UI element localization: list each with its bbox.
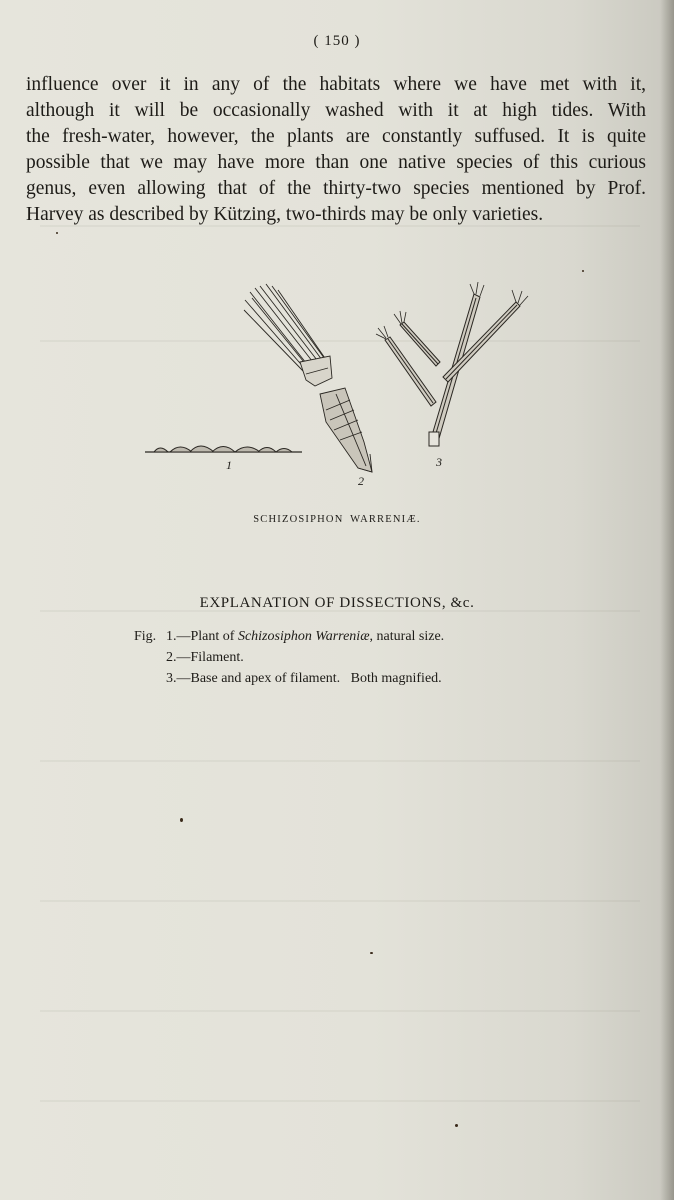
ink-speck [455,1124,458,1127]
body-line: although it will be occasionally washed with it at high tides. With [26,100,646,121]
body-line: Harvey as described by Kützing, two-thirds may be only varieties. [26,204,544,225]
body-line: the fresh-water, however, the plants are constantly suffused. It is quite [26,126,646,147]
bleed-through-line [40,760,640,762]
body-line: influence over it in any of the habitats where we have met with it, [26,74,646,95]
item-number: 1. [166,629,177,644]
fig-label: Fig. [134,629,157,644]
ink-speck [582,270,584,272]
bleed-through-line [40,1100,640,1102]
page-number: ( 150 ) [313,33,361,49]
item-number: 2. [166,650,177,665]
botanical-illustration [140,282,540,497]
item-text: —Plant of [176,629,238,644]
bleed-through-line [40,900,640,902]
body-line: genus, even allowing that of the thirty-two species mentioned by Prof. [26,178,646,199]
explanation-item-1 [134,626,614,647]
item-number: 3. [166,671,177,686]
body-paragraph [26,72,646,228]
ink-speck [180,818,183,822]
page-edge-shadow [660,0,674,1200]
explanation-item-2 [134,647,614,668]
ink-speck [56,232,58,234]
explanation-item-3 [134,668,614,689]
body-line: possible that we may have more than one native species of this curious [26,152,646,173]
figure-2-filament [244,284,372,472]
figure-label-1: 1 [226,458,232,472]
figure-label-3: 3 [436,455,442,469]
explanation-list [134,626,614,689]
ink-speck [370,952,373,954]
figure-label-2: 2 [358,474,364,488]
item-text: —Filament. [176,650,244,665]
figure-1-plant [145,446,302,452]
bleed-through-line [40,1010,640,1012]
explanation-heading: EXPLANATION OF DISSECTIONS, &c. [199,595,475,611]
figure-3-branches [376,282,528,446]
figure-caption: SCHIZOSIPHON WARRENIÆ. [253,514,421,525]
species-name: Schizosiphon Warreniæ [237,629,370,644]
item-text: —Base and apex of filament. Both magnified. [176,671,442,686]
item-text-suffix: , natural size. [369,629,445,644]
